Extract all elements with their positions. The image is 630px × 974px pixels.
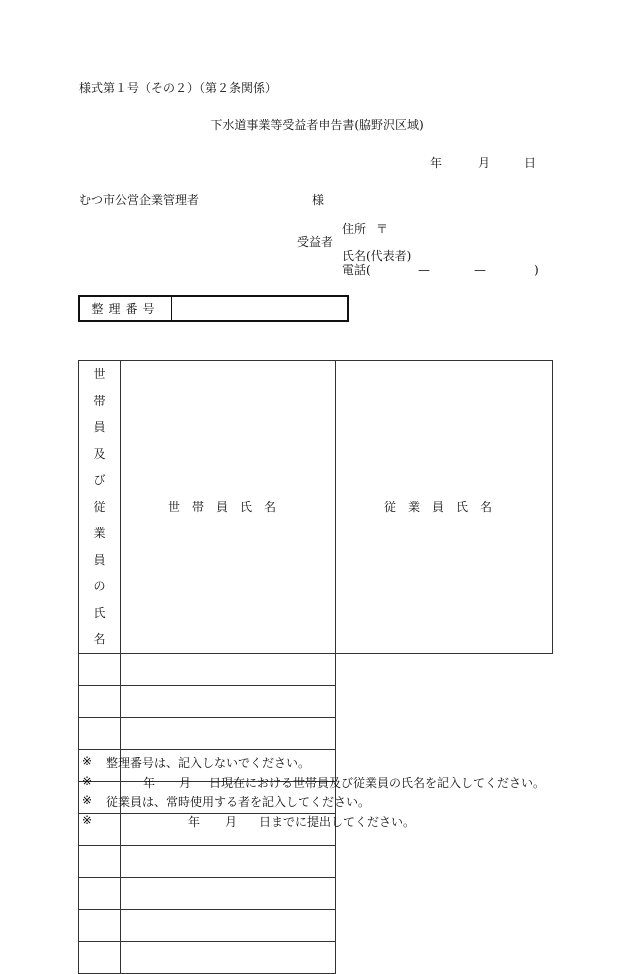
phone-close: ) [534,263,539,277]
addressee-name: むつ市公営企業管理者 [79,193,200,207]
phone-dash: — [418,263,430,277]
note-month-label: 月 [225,814,238,829]
employee-header: 従業員氏名 [336,361,553,654]
side-label-char: 世 [93,367,106,381]
date-month-label: 月 [478,156,491,170]
note-text: 従業員は、常時使用する者を記入してください。 [106,795,371,809]
side-label-char: 員 [93,552,106,567]
reference-number-label: 整理番号 [80,297,172,320]
table-row [79,845,553,877]
employee-name-cell[interactable] [121,717,336,749]
note-month-label: 月 [179,775,192,790]
members-table [78,360,553,974]
members-side-label [79,361,121,654]
employee-name-cell[interactable] [121,877,336,909]
note-3 [82,793,552,813]
table-row [79,685,553,717]
note-text: 日までに提出してください。 [259,814,416,829]
household-member-name-cell[interactable] [79,909,121,941]
side-label-char: 従 [93,499,106,514]
household-member-name-cell[interactable] [79,941,121,973]
employee-name-cell[interactable] [121,941,336,973]
phone-dash: — [474,263,486,277]
employee-name-cell[interactable] [121,845,336,877]
reference-number-box [78,295,349,322]
notes [82,754,552,832]
household-member-header: 世帯員氏名 [121,361,336,654]
table-row [79,877,553,909]
note-2 [82,774,552,794]
addressee-honorific: 様 [312,193,325,207]
household-member-name-cell[interactable] [79,845,121,877]
note-year-label: 年 [188,814,201,829]
side-label-char: 氏 [93,605,106,620]
side-label-char: 業 [93,526,106,540]
side-label-char: 員 [93,420,106,434]
note-1 [82,754,552,774]
household-member-name-cell[interactable] [79,685,121,717]
employee-name-cell[interactable] [121,685,336,717]
note-mark: ※ [82,793,93,807]
note-mark: ※ [82,812,93,827]
side-label-char: 及 [93,446,106,461]
document-title: 下水道事業等受益者申告書(脇野沢区域) [210,118,424,132]
note-text: 日現在における世帯員及び従業員の氏名を記入してください。 [209,775,546,790]
form-number: 様式第１号（その２）（第２条関係） [79,81,278,95]
employee-name-cell[interactable] [121,909,336,941]
table-row [79,941,553,973]
date-day-label: 日 [524,156,537,170]
side-label-char: 帯 [93,393,106,408]
postal-mark: 〒 [376,222,389,236]
side-label-char: び [93,473,106,487]
date-year-label: 年 [430,156,443,170]
table-row [79,717,553,749]
household-member-name-cell[interactable] [79,653,121,685]
reference-number-field[interactable] [172,297,347,320]
note-4 [82,813,552,833]
note-mark: ※ [82,754,93,768]
household-member-name-cell[interactable] [79,717,121,749]
note-mark: ※ [82,773,93,788]
phone-label: 電話( [342,263,371,277]
table-row [79,909,553,941]
address-label: 住所 [342,222,367,236]
table-row [79,653,553,685]
applicant-label: 受益者 [297,235,334,249]
employee-name-cell[interactable] [121,653,336,685]
note-year-label: 年 [143,775,156,790]
household-member-name-cell[interactable] [79,877,121,909]
name-label: 氏名(代表者) [342,249,412,263]
side-label-char: の [93,579,106,593]
side-label-char: 名 [93,632,106,646]
address-line [342,223,388,235]
note-text: 整理番号は、記入しないでください。 [106,756,311,770]
